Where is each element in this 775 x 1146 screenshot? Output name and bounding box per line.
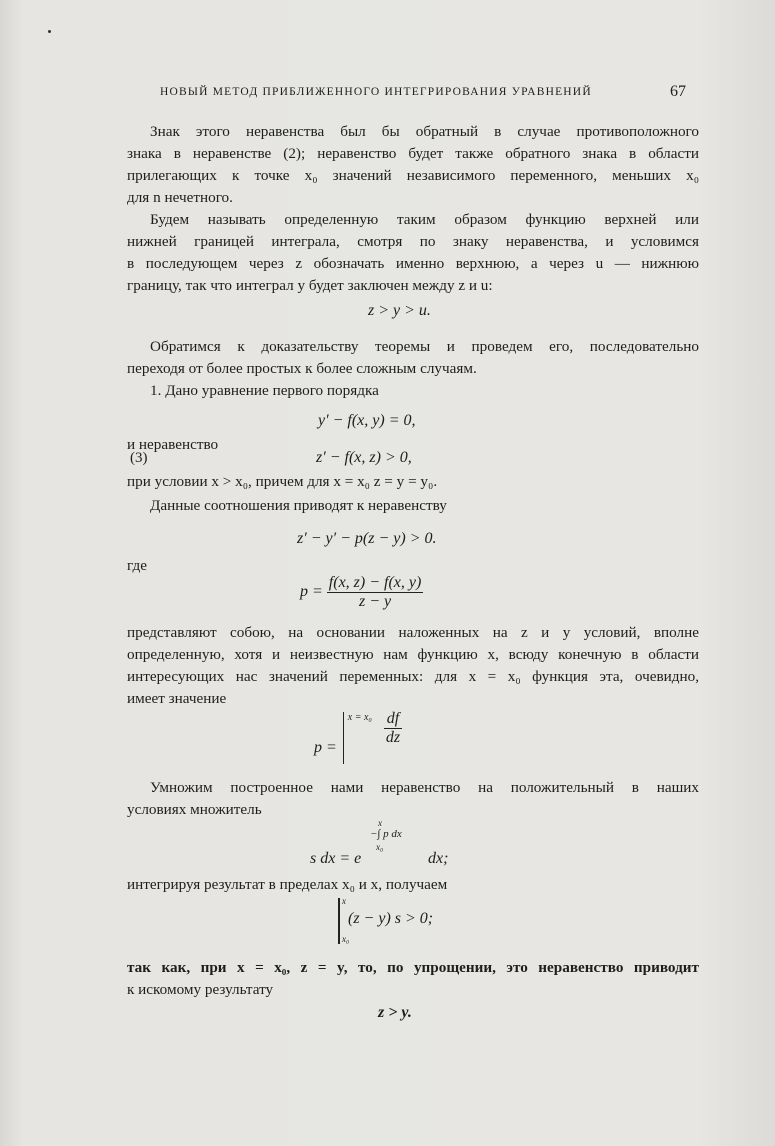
formula-equation: y′ − f(x, y) = 0,	[318, 412, 416, 429]
text-line: к искомому результату	[127, 981, 274, 998]
fraction	[384, 710, 402, 747]
numerator: df	[384, 710, 402, 729]
formula-lhs: s dx = e	[310, 850, 362, 867]
text-line: прилегающих к точке x₀ значений независимого переменного, меньших x₀	[127, 167, 699, 184]
text-line: определенную, хотя и неизвестную нам функцию x, всюду конечную в области	[127, 646, 699, 663]
text-line: где	[127, 557, 147, 574]
evaluation-bar	[338, 898, 340, 944]
formula-body: (z − y) s > 0;	[348, 910, 434, 927]
formula-result: z > y.	[378, 1004, 412, 1021]
text-line: Будем называть определенную таким образом функцию верхней или	[150, 211, 699, 228]
equation-number: (3)	[130, 450, 148, 466]
text-line: условиях множитель	[127, 801, 262, 818]
formula-lhs: p =	[300, 583, 323, 601]
text-line: в последующем через z обозначать именно верхнюю, а через u — нижнюю	[127, 255, 699, 272]
lower-limit: x₀	[342, 934, 350, 944]
denominator: dz	[385, 729, 401, 746]
formula-rhs: dx;	[428, 850, 449, 867]
text-line: Обратимся к доказательству теоремы и проведем его, последовательно	[150, 338, 699, 355]
text-line: представляют собою, на основании наложенных на z и y условий, вполне	[127, 624, 699, 641]
substitution-bar: x = x₀	[343, 712, 372, 764]
text-line: имеет значение	[127, 690, 227, 707]
formula-integrated	[338, 898, 488, 948]
fraction	[327, 574, 424, 611]
text-line: границу, так что интеграл y будет заключен между z и u:	[127, 277, 493, 294]
numerator: f(x, z) − f(x, y)	[328, 574, 422, 591]
text-line: переходя от более простых к более сложным случаям.	[127, 360, 477, 377]
lower-limit: x₀	[376, 842, 384, 852]
text-line: 1. Дано уравнение первого порядка	[150, 382, 379, 399]
denominator: z − y	[359, 593, 392, 610]
text-line: нижней границей интеграла, смотря по знаку неравенства, и условимся	[127, 233, 699, 250]
text-line: так как, при x = x₀, z = y, то, по упрощении, это неравенство приводит	[127, 959, 699, 976]
text-line: знака в неравенстве (2); неравенство будет также обратного знака в области	[127, 145, 699, 162]
formula-p-definition	[300, 574, 423, 611]
speck	[48, 30, 51, 33]
text-line: и неравенство	[127, 436, 219, 453]
formula-lhs: p =	[314, 739, 337, 757]
exponent: −∫ p dx	[370, 828, 402, 840]
text-line: Данные соотношения приводят к неравенству	[150, 497, 447, 514]
upper-limit: x	[378, 818, 382, 828]
text-line: интересующих нас значений переменных: для x = x₀ функция эта, очевидно,	[127, 668, 699, 685]
text-line: интегрируя результат в пределах x₀ и x, получаем	[127, 876, 448, 893]
running-header: НОВЫЙ МЕТОД ПРИБЛИЖЕННОГО ИНТЕГРИРОВАНИЯ УРАВНЕНИЙ	[160, 86, 592, 98]
text-line: Знак этого неравенства был бы обратный в случае противоположного	[150, 123, 699, 140]
formula-inequality: z′ − y′ − p(z − y) > 0.	[297, 530, 437, 547]
text-line: при условии x > x₀, причем для x = x₀ z = y = y₀.	[127, 473, 438, 490]
formula-multiplier	[310, 818, 510, 868]
formula-p-value	[314, 710, 401, 764]
formula-inequality-3: z′ − f(x, z) > 0,	[316, 449, 412, 466]
page-number: 67	[670, 83, 686, 100]
text-line: Умножим построенное нами неравенство на положительный в наших	[150, 779, 699, 796]
upper-limit: x	[342, 896, 346, 906]
formula-inequality: z > y > u.	[368, 302, 431, 319]
text-line: для n нечетного.	[127, 189, 233, 206]
